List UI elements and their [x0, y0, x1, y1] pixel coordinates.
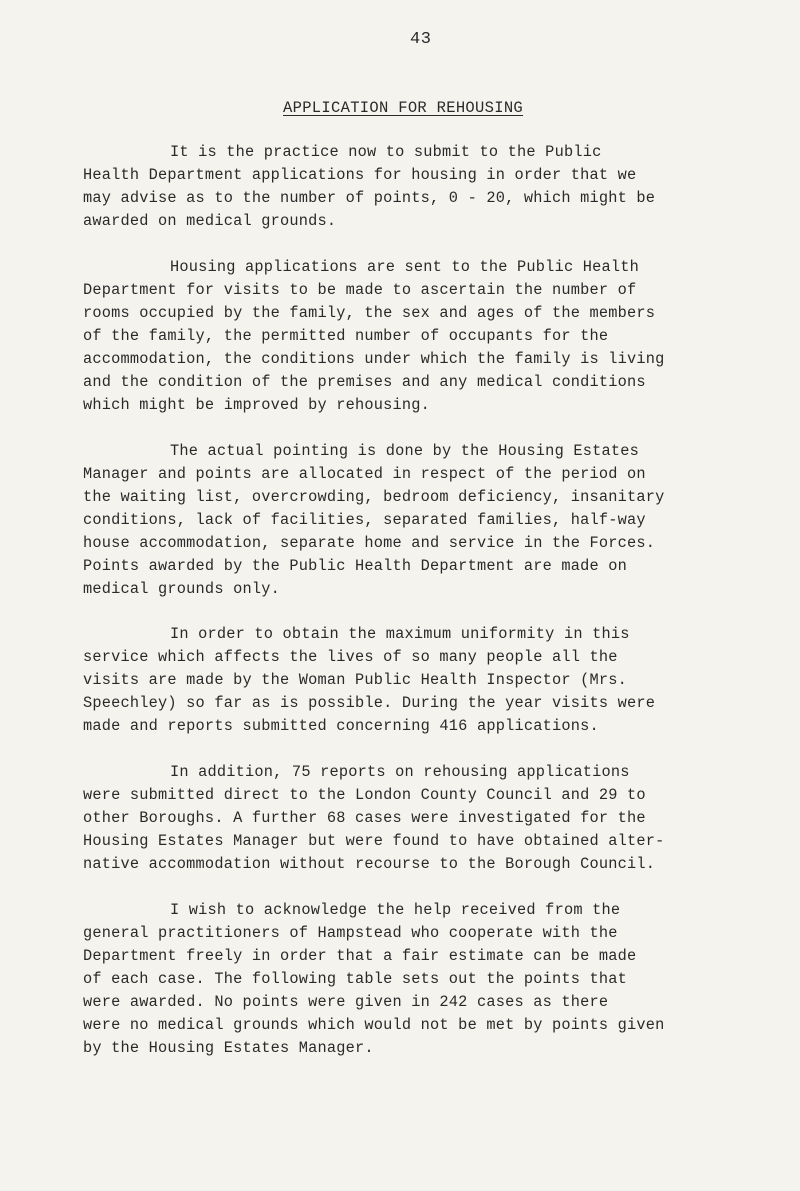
text-line: were awarded. No points were given in 242 cases as there — [83, 993, 609, 1011]
text-line: The actual pointing is done by the Housing Estates — [170, 442, 639, 460]
paragraph-6 — [83, 899, 783, 1060]
text-line: Speechley) so far as is possible. During the year visits were — [83, 694, 656, 712]
text-line: and the condition of the premises and any medical conditions — [83, 373, 646, 391]
text-line: In order to obtain the maximum uniformity in this — [170, 625, 630, 643]
text-line: service which affects the lives of so many people all the — [83, 648, 618, 666]
text-line: rooms occupied by the family, the sex and ages of the members — [83, 304, 656, 322]
text-line: Department for visits to be made to ascertain the number of — [83, 281, 637, 299]
text-line: I wish to acknowledge the help received from the — [170, 901, 621, 919]
page-number: 43 — [410, 30, 432, 49]
text-line: by the Housing Estates Manager. — [83, 1039, 374, 1057]
text-line: Health Department applications for housing in order that we — [83, 166, 637, 184]
text-line: Points awarded by the Public Health Department are made on — [83, 557, 628, 575]
text-line: of each case. The following table sets out the points that — [83, 970, 628, 988]
text-line: of the family, the permitted number of occupants for the — [83, 327, 609, 345]
text-line: the waiting list, overcrowding, bedroom deficiency, insanitary — [83, 488, 665, 506]
text-line: general practitioners of Hampstead who cooperate with the — [83, 924, 618, 942]
text-line: native accommodation without recourse to the Borough Council. — [83, 855, 656, 873]
text-line: medical grounds only. — [83, 580, 280, 598]
paragraph-2 — [83, 256, 783, 417]
text-line: Housing applications are sent to the Public Health — [170, 258, 639, 276]
paragraph-4 — [83, 623, 783, 738]
text-line: were no medical grounds which would not be met by points given — [83, 1016, 665, 1034]
text-line: Department freely in order that a fair estimate can be made — [83, 947, 637, 965]
text-line: made and reports submitted concerning 416 applications. — [83, 717, 599, 735]
text-line: awarded on medical grounds. — [83, 212, 337, 230]
paragraph-5 — [83, 761, 783, 876]
text-line: Housing Estates Manager but were found to have obtained alter- — [83, 832, 665, 850]
text-line: Manager and points are allocated in respect of the period on — [83, 465, 646, 483]
text-line: It is the practice now to submit to the Public — [170, 143, 602, 161]
text-line: visits are made by the Woman Public Health Inspector (Mrs. — [83, 671, 628, 689]
paragraph-1 — [83, 141, 783, 233]
text-line: accommodation, the conditions under which the family is living — [83, 350, 665, 368]
text-line: In addition, 75 reports on rehousing applications — [170, 763, 630, 781]
text-line: may advise as to the number of points, 0 - 20, which might be — [83, 189, 656, 207]
text-line: which might be improved by rehousing. — [83, 396, 431, 414]
paragraph-3 — [83, 440, 783, 601]
text-line: conditions, lack of facilities, separated families, half-way — [83, 511, 646, 529]
section-heading: APPLICATION FOR REHOUSING — [283, 99, 524, 117]
text-line: house accommodation, separate home and service in the Forces. — [83, 534, 656, 552]
text-line: other Boroughs. A further 68 cases were investigated for the — [83, 809, 646, 827]
text-line: were submitted direct to the London County Council and 29 to — [83, 786, 646, 804]
